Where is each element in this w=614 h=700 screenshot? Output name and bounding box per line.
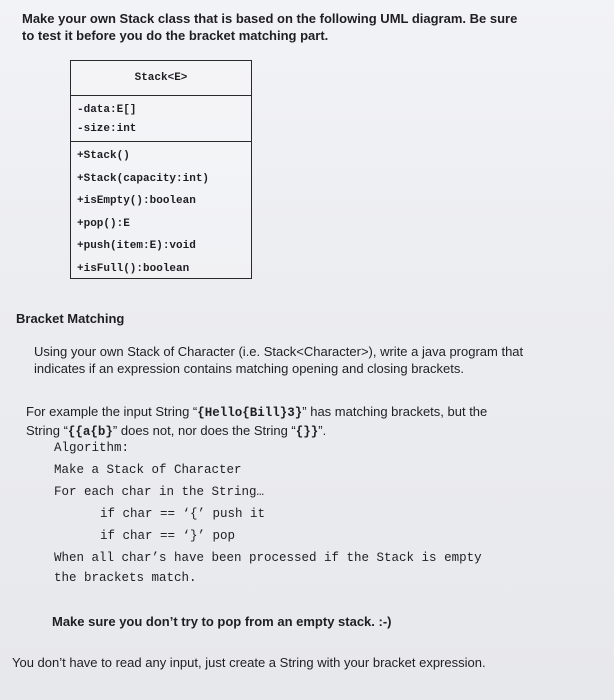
algorithm-line: For each char in the String… [54, 485, 265, 499]
uml-method: +push(item:E):void [77, 240, 196, 252]
example-line-2 [26, 422, 487, 441]
example-text: ”. [318, 423, 327, 438]
warning-text: Make sure you don’t try to pop from an empty stack. :-) [52, 614, 392, 629]
example-code-1: {Hello{Bill}3} [197, 406, 303, 420]
example-paragraph [26, 403, 487, 441]
uml-methods [71, 142, 251, 280]
uml-class-diagram [70, 60, 252, 279]
example-text: For example the input String “ [26, 404, 198, 419]
algorithm-line: if char == ‘}’ pop [100, 529, 236, 543]
intro-line-2: to test it before you do the bracket matching part. [22, 28, 329, 43]
note-text: You don’t have to read any input, just create a String with your bracket expression. [12, 655, 486, 670]
description-paragraph [34, 343, 523, 377]
uml-field: -size:int [77, 123, 137, 135]
example-text: ” does not, nor does the String “ [112, 423, 296, 438]
uml-method: +Stack(capacity:int) [77, 172, 210, 185]
section-title: Bracket Matching [16, 311, 125, 326]
uml-method: +Stack() [77, 150, 130, 162]
example-line-1 [26, 403, 487, 422]
uml-method: +isFull():boolean [77, 262, 190, 275]
description-line-1: Using your own Stack of Character (i.e. Stack<Character>), write a java program that [34, 344, 524, 359]
uml-class-name: Stack<E> [71, 61, 251, 96]
uml-method: +isEmpty():boolean [77, 195, 196, 207]
algorithm-line: if char == ‘{’ push it [100, 507, 266, 521]
example-text: String “ [26, 423, 68, 438]
example-code-2: {{a{b} [67, 425, 113, 439]
uml-fields [71, 96, 251, 142]
intro-line-1: Make your own Stack class that is based on the following UML diagram. Be sure [22, 11, 518, 26]
example-text: ” has matching brackets, but the [302, 404, 488, 419]
algorithm-heading: Algorithm: [54, 441, 130, 455]
algorithm-line: When all char’s have been processed if the Stack is empty [54, 551, 482, 565]
uml-method: +pop():E [77, 217, 130, 230]
intro-text [22, 10, 517, 44]
description-line-2: indicates if an expression contains matching opening and closing brackets. [34, 361, 464, 376]
uml-field: -data:E[] [77, 104, 137, 116]
example-code-3: {}} [295, 425, 319, 439]
algorithm-line: Make a Stack of Character [54, 463, 242, 477]
algorithm-line: the brackets match. [54, 571, 197, 585]
